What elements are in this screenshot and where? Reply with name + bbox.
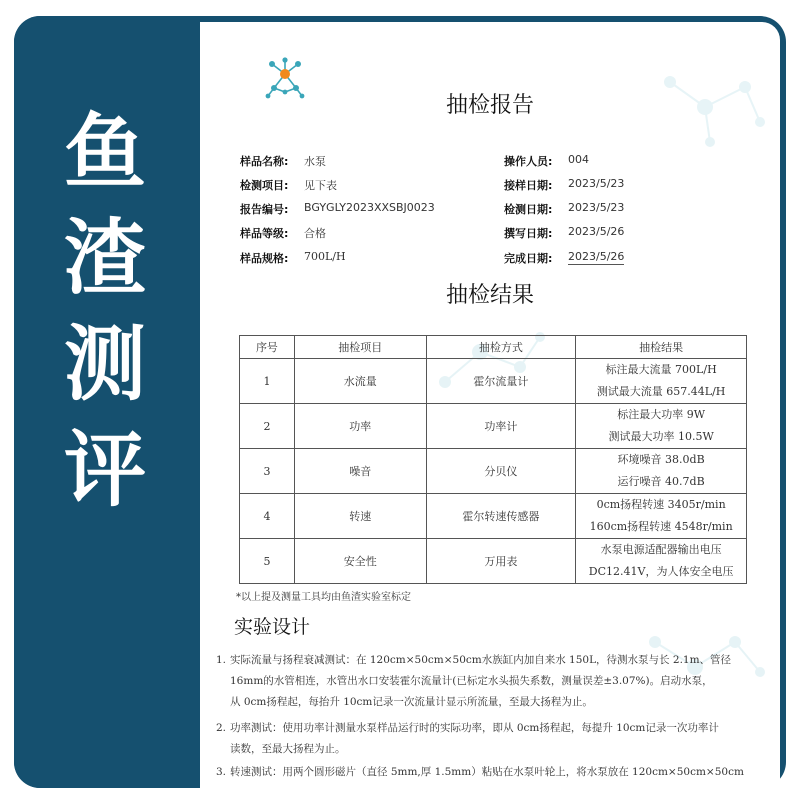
side-title: [40, 100, 170, 524]
info-value: 700L/H: [304, 250, 346, 263]
result-line: 测试最大流量 657.44L/H: [596, 385, 726, 398]
row-number: 2: [240, 404, 295, 449]
row-method: 分贝仪: [426, 449, 576, 494]
calibration-note: *以上提及测量工具均由鱼渣实验室标定: [236, 592, 411, 603]
design-item-line: 转速测试：用两个圆形磁片（直径 5mm,厚 1.5mm）粘贴在水泵叶轮上，将水泵放在 120cm×50cm×50cm: [230, 766, 744, 778]
row-number: 4: [240, 494, 295, 539]
results-table: [239, 335, 747, 584]
row-result: [576, 359, 747, 404]
info-test-items: [240, 177, 337, 193]
row-method: 功率计: [426, 404, 576, 449]
result-line: 运行噪音 40.7dB: [617, 475, 705, 488]
design-item-line: 实际流量与扬程衰减测试：在 120cm×50cm×50cm水族缸内加自来水 150L，待测水泵与长 2.1m、管径: [230, 654, 732, 666]
info-sample-name: [240, 153, 326, 169]
info-sample-grade: [240, 225, 326, 241]
result-line: 160cm扬程转速 4548r/min: [589, 520, 733, 533]
info-label: 操作人员:: [504, 155, 553, 168]
info-value: 合格: [304, 227, 326, 240]
design-item-number: 1.: [216, 654, 227, 666]
info-value: 004: [568, 153, 589, 166]
row-item: 转速: [294, 494, 426, 539]
design-item: [216, 762, 776, 783]
row-method: 万用表: [426, 539, 576, 584]
result-line: 0cm扬程转速 3405r/min: [596, 498, 726, 511]
design-item-line: 读数，至最大扬程为止。: [230, 743, 346, 755]
report-title: 抽检报告: [445, 93, 534, 118]
result-line: DC12.41V，为人体安全电压: [588, 565, 734, 578]
side-title-char: 评: [63, 423, 146, 518]
row-item: 水流量: [294, 359, 426, 404]
info-label: 样品名称:: [240, 155, 289, 168]
table-row: [240, 359, 747, 404]
info-report-number: [240, 201, 435, 217]
design-item: [216, 650, 776, 713]
info-value: 2023/5/23: [568, 201, 625, 214]
table-row: [240, 404, 747, 449]
info-label: 报告编号:: [240, 203, 289, 216]
info-complete-date: [504, 250, 625, 266]
table-header: 抽检项目: [294, 336, 426, 359]
table-row: [240, 539, 747, 584]
row-number: 3: [240, 449, 295, 494]
table-header-row: [240, 336, 747, 359]
side-title-char: 鱼: [63, 105, 146, 200]
side-title-char: 渣: [63, 211, 146, 306]
design-item-line: 16mm的水管相连，水管出水口安装霍尔流量计(已标定水头损失系数，测量误差±3.07%)。启动水泵，: [230, 675, 713, 687]
result-line: 标注最大流量 700L/H: [605, 363, 717, 376]
info-write-date: [504, 225, 625, 241]
info-test-date: [504, 201, 625, 217]
row-result: [576, 449, 747, 494]
row-result: [576, 494, 747, 539]
info-operator: [504, 153, 589, 169]
info-label: 撰写日期:: [504, 227, 553, 240]
info-label: 接样日期:: [504, 179, 553, 192]
design-title: 实验设计: [234, 616, 311, 638]
info-value: BGYGLY2023XXSBJ0023: [304, 201, 435, 214]
table-header: 抽检结果: [576, 336, 747, 359]
row-item: 噪音: [294, 449, 426, 494]
design-item-line: 功率测试：使用功率计测量水泵样品运行时的实际功率，即从 0cm扬程起，每提升 10cm记录一次功率计: [230, 722, 719, 734]
row-number: 1: [240, 359, 295, 404]
row-number: 5: [240, 539, 295, 584]
info-receive-date: [504, 177, 625, 193]
result-line: 标注最大功率 9W: [617, 408, 706, 421]
table-header: 抽检方式: [426, 336, 576, 359]
row-method: 霍尔转速传感器: [426, 494, 576, 539]
row-item: 安全性: [294, 539, 426, 584]
row-method: 霍尔流量计: [426, 359, 576, 404]
row-result: [576, 404, 747, 449]
info-label: 样品等级:: [240, 227, 289, 240]
report-paper: [200, 22, 780, 788]
table-row: [240, 449, 747, 494]
side-title-char: 测: [63, 317, 146, 412]
table-row: [240, 494, 747, 539]
info-value: 见下表: [304, 179, 337, 192]
info-label: 检测项目:: [240, 179, 289, 192]
results-title: 抽检结果: [445, 283, 534, 308]
design-item-line: 从 0cm扬程起，每抬升 10cm记录一次流量计显示所流量，至最大扬程为止。: [230, 696, 593, 708]
row-result: [576, 539, 747, 584]
design-item-number: 3.: [216, 766, 227, 778]
info-value: 2023/5/26: [568, 250, 625, 263]
info-label: 样品规格:: [240, 252, 289, 265]
info-sample-spec: [240, 250, 346, 266]
info-value: 2023/5/23: [568, 177, 625, 190]
result-line: 水泵电源适配器输出电压: [600, 543, 722, 556]
design-item: [216, 718, 776, 760]
table-header: 序号: [240, 336, 295, 359]
result-line: 环境噪音 38.0dB: [617, 453, 705, 466]
info-value: 水泵: [304, 155, 326, 168]
info-label: 完成日期:: [504, 252, 553, 265]
result-line: 测试最大功率 10.5W: [608, 430, 714, 443]
info-value: 2023/5/26: [568, 225, 625, 238]
info-label: 检测日期:: [504, 203, 553, 216]
design-item-number: 2.: [216, 722, 227, 734]
row-item: 功率: [294, 404, 426, 449]
